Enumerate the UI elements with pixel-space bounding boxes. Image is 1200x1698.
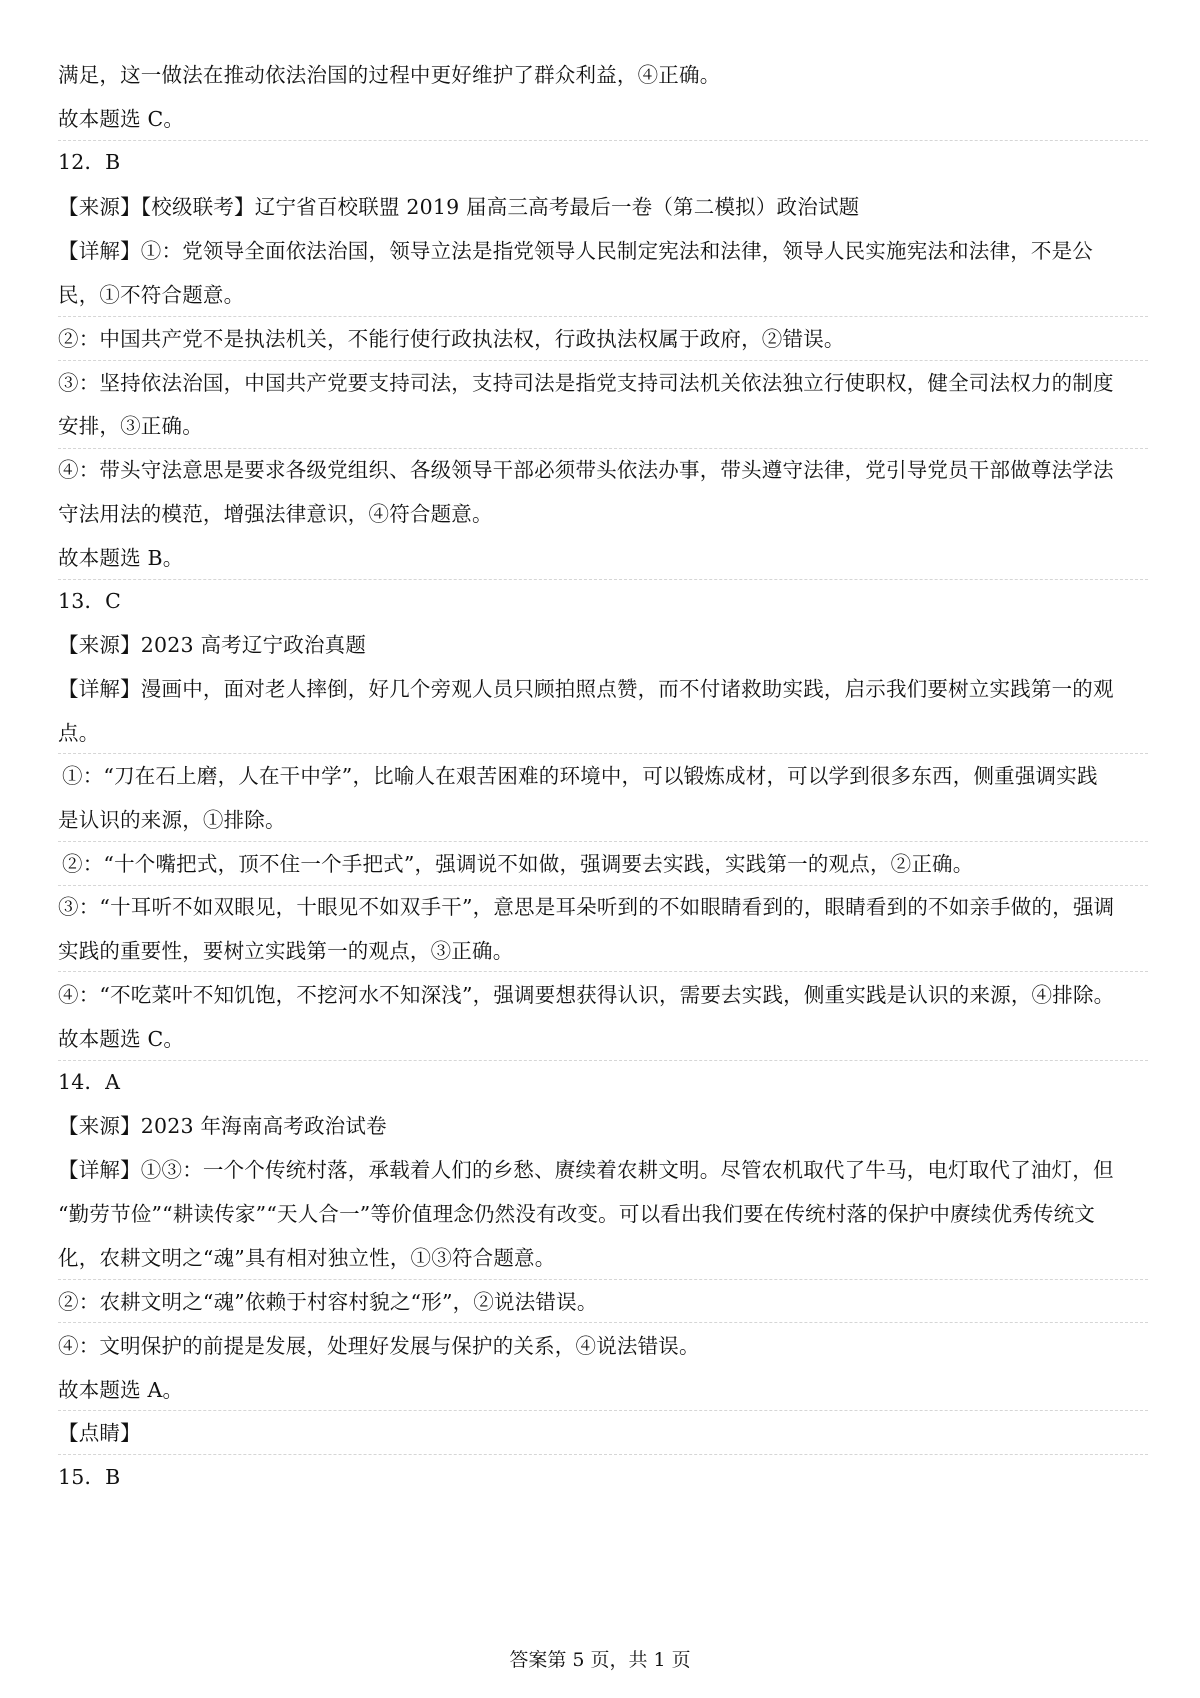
text-line: 实践的重要性，要树立实践第一的观点，③正确。 bbox=[58, 939, 514, 963]
source-line: 【来源】2023 高考辽宁政治真题 bbox=[58, 633, 367, 657]
text-line: ①：“刀在石上磨，人在干中学”，比喻人在艰苦困难的环境中，可以锻炼成材，可以学到很多东西，侧重强调实践 bbox=[62, 764, 1098, 788]
text-line: ②：中国共产党不是执法机关，不能行使行政执法权，行政执法权属于政府，②错误。 bbox=[58, 327, 845, 351]
text-line: 故本题选 B。 bbox=[58, 546, 184, 570]
text-line: ④：带头守法意思是要求各级党组织、各级领导干部必须带头依法办事，带头遵守法律，党引导党员干部做尊法学法 bbox=[58, 458, 1114, 482]
text-line: 是认识的来源，①排除。 bbox=[58, 808, 286, 832]
text-line: 民，①不符合题意。 bbox=[58, 283, 245, 307]
text-line: 安排，③正确。 bbox=[58, 414, 203, 438]
text-line: 化，农耕文明之“魂”具有相对独立性，①③符合题意。 bbox=[58, 1246, 556, 1270]
text-line: ④：文明保护的前提是发展，处理好发展与保护的关系，④说法错误。 bbox=[58, 1334, 700, 1358]
text-line: 故本题选 A。 bbox=[58, 1378, 184, 1402]
text-line: ④：“不吃菜叶不知饥饱，不挖河水不知深浅”，强调要想获得认识，需要去实践，侧重实践是认识的来源，④排除。 bbox=[58, 983, 1115, 1007]
separator bbox=[58, 140, 1148, 141]
text-line: 故本题选 C。 bbox=[58, 107, 185, 131]
text-line: ②：“十个嘴把式，顶不住一个手把式”，强调说不如做，强调要去实践，实践第一的观点，②正确。 bbox=[62, 852, 974, 876]
separator bbox=[58, 1060, 1148, 1061]
separator bbox=[58, 1322, 1148, 1323]
text-line: “勤劳节俭”“耕读传家”“天人合一”等价值理念仍然没有改变。可以看出我们要在传统村落的保护中赓续优秀传统文 bbox=[58, 1202, 1095, 1226]
detail-line: 【详解】漫画中，面对老人摔倒，好几个旁观人员只顾拍照点赞，而不付诸救助实践，启示我们要树立实践第一的观 bbox=[58, 677, 1114, 701]
answer-number: 15．B bbox=[58, 1465, 121, 1489]
answer-number: 13．C bbox=[58, 589, 122, 613]
separator bbox=[58, 1279, 1148, 1280]
text-line: 守法用法的模范，增强法律意识，④符合题意。 bbox=[58, 502, 493, 526]
answer-number: 12．B bbox=[58, 150, 121, 174]
separator bbox=[58, 360, 1148, 361]
source-line: 【来源】【校级联考】辽宁省百校联盟 2019 届高三高考最后一卷（第二模拟）政治试题 bbox=[58, 195, 860, 219]
separator bbox=[58, 579, 1148, 580]
text-line: 点。 bbox=[58, 721, 100, 745]
text-line: 故本题选 C。 bbox=[58, 1027, 185, 1051]
detail-line: 【详解】①③：一个个传统村落，承载着人们的乡愁、赓续着农耕文明。尽管农机取代了牛马，电灯取代了油灯，但 bbox=[58, 1158, 1114, 1182]
page-footer: 答案第 5 页，共 1 页 bbox=[509, 1649, 691, 1671]
text-line: ③：坚持依法治国，中国共产党要支持司法，支持司法是指党支持司法机关依法独立行使职权，健全司法权力的制度 bbox=[58, 371, 1114, 395]
separator bbox=[58, 316, 1148, 317]
separator bbox=[58, 1410, 1148, 1411]
separator bbox=[58, 753, 1148, 754]
separator bbox=[58, 1454, 1148, 1455]
separator bbox=[58, 448, 1148, 449]
text-line: ③：“十耳听不如双眼见，十眼见不如双手干”，意思是耳朵听到的不如眼睛看到的，眼睛看到的不如亲手做的，强调 bbox=[58, 895, 1115, 919]
answer-number: 14．A bbox=[58, 1070, 121, 1094]
source-line: 【来源】2023 年海南高考政治试卷 bbox=[58, 1114, 387, 1138]
separator bbox=[58, 971, 1148, 972]
separator bbox=[58, 885, 1148, 886]
text-line: ②：农耕文明之“魂”依赖于村容村貌之“形”，②说法错误。 bbox=[58, 1290, 598, 1314]
text-line: 满足，这一做法在推动依法治国的过程中更好维护了群众利益，④正确。 bbox=[58, 63, 721, 87]
separator bbox=[58, 841, 1148, 842]
comment-heading: 【点睛】 bbox=[58, 1421, 141, 1445]
detail-line: 【详解】①：党领导全面依法治国，领导立法是指党领导人民制定宪法和法律，领导人民实施宪法和法律，不是公 bbox=[58, 239, 1093, 263]
